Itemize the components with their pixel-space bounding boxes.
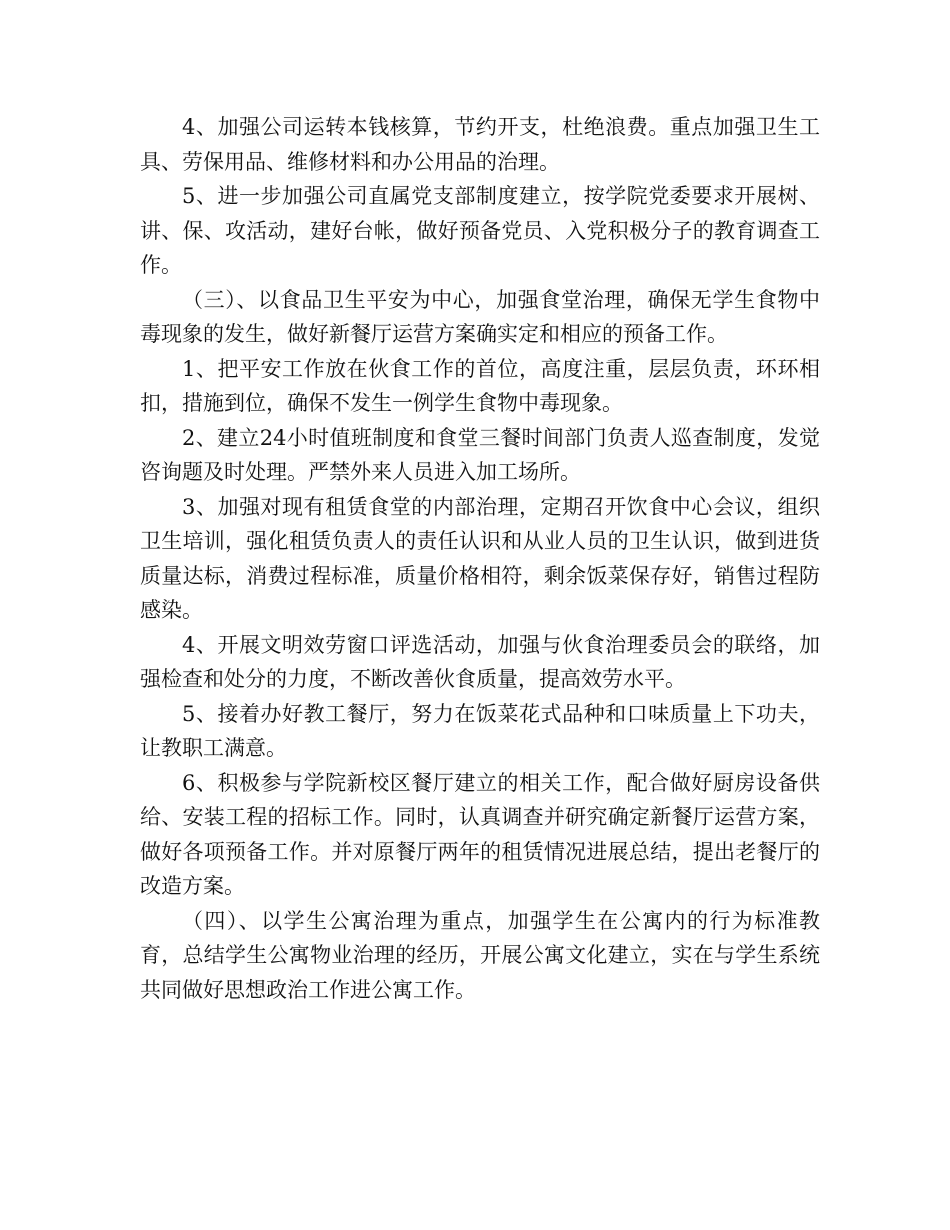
document-body [140,110,820,1007]
paragraph-4: 1、把平安工作放在伙食工作的首位，高度注重，层层负责，环环相扣，措施到位，确保不发生一例学生食物中毒现象。 [140,356,820,415]
section-heading-3: （三）、以食品卫生平安为中心，加强食堂治理，确保无学生食物中毒现象的发生，做好新餐厅运营方案确实定和相应的预备工作。 [140,287,820,346]
section-heading-4: （四）、以学生公寓治理为重点，加强学生在公寓内的行为标准教育，总结学生公寓物业治理的经历，开展公寓文化建立，实在与学生系统共同做好思想政治工作进公寓工作。 [140,908,820,1002]
paragraph-6: 3、加强对现有租赁食堂的内部治理，定期召开饮食中心会议，组织卫生培训，强化租赁负责人的责任认识和从业人员的卫生认识，做到进货质量达标，消费过程标准，质量价格相符，剩余饭菜保存好，销售过程防感染。 [140,494,820,622]
paragraph-5: 2、建立24小时值班制度和食堂三餐时间部门负责人巡查制度，发觉咨询题及时处理。严禁外来人员进入加工场所。 [140,425,820,484]
paragraph-1: 4、加强公司运转本钱核算，节约开支，杜绝浪费。重点加强卫生工具、劳保用品、维修材料和办公用品的治理。 [140,115,820,174]
paragraph-2: 5、进一步加强公司直属党支部制度建立，按学院党委要求开展树、讲、保、攻活动，建好台帐，做好预备党员、入党积极分子的教育调查工作。 [140,184,820,277]
paragraph-9: 6、积极参与学院新校区餐厅建立的相关工作，配合做好厨房设备供给、安装工程的招标工作。同时，认真调查并研究确定新餐厅运营方案，做好各项预备工作。并对原餐厅两年的租赁情况进展总结，提出老餐厅的改造方案。 [140,770,820,898]
paragraph-8: 5、接着办好教工餐厅，努力在饭菜花式品种和口味质量上下功夫，让教职工满意。 [140,701,820,760]
paragraph-7: 4、开展文明效劳窗口评选活动，加强与伙食治理委员会的联络，加强检查和处分的力度，不断改善伙食质量，提高效劳水平。 [140,632,820,691]
